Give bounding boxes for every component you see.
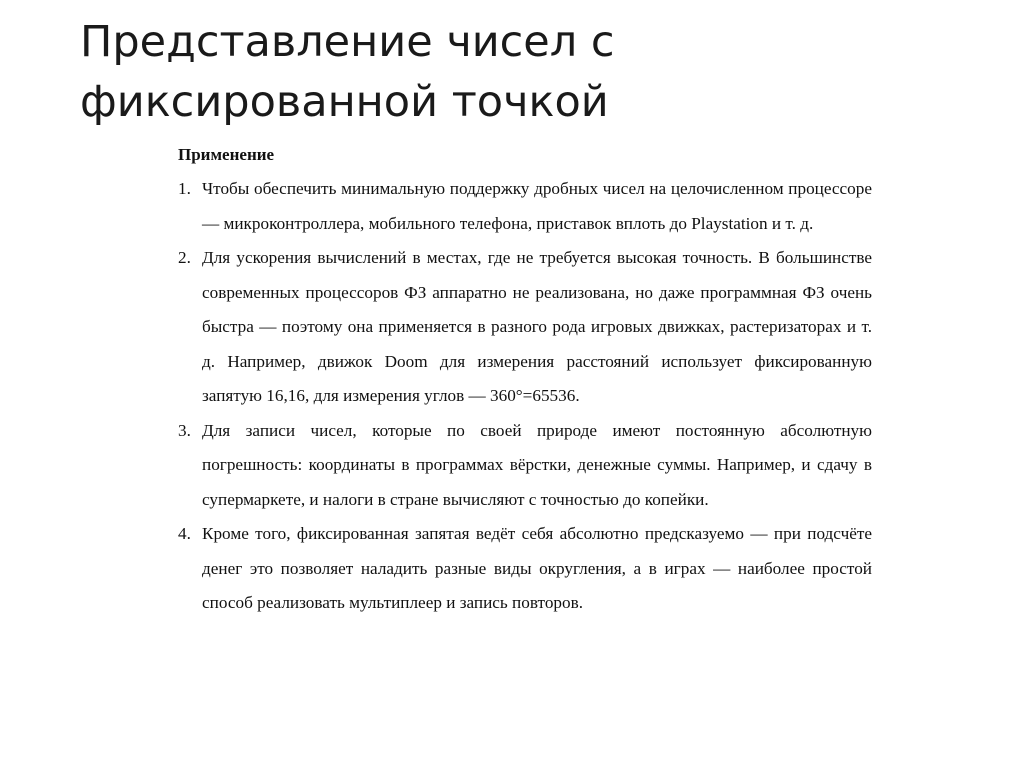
list-item-number: 1.: [178, 179, 191, 198]
list-item-text: Чтобы обеспечить минимальную поддержку дробных чисел на целочисленном процессоре — микроконтроллера, мобильного телефона, приставок вплоть до Playstation и т. д.: [202, 179, 872, 233]
list-item-number: 3.: [178, 420, 191, 440]
application-list: [172, 172, 872, 621]
list-item: [172, 172, 872, 241]
list-item: [172, 241, 872, 414]
list-item-number: 2.: [178, 248, 191, 267]
list-item-text: Для записи чисел, которые по своей природе имеют постоянную абсолютную погрешность: координаты в программах вёрстки, денежные суммы. Например, и сдачу в супермаркете, и налоги в стране вычисляют с точностью до копейки.: [202, 420, 872, 509]
list-item-text: Для ускорения вычислений в местах, где не требуется высокая точность. В большинстве современных процессоров ФЗ аппаратно не реализована, но даже программная ФЗ очень быстра — поэтому она применяется в разного рода игровых движках, растеризаторах и т. д. Например, движок Doom для измерения расстояний использует фиксированную запятую 16,16, для измерения углов — 360°=65536.: [202, 248, 872, 405]
section-heading: Применение: [178, 145, 275, 164]
slide-title: Представление чисел с фиксированной точкой: [80, 17, 615, 127]
document-excerpt: [172, 142, 872, 621]
list-item-text: Кроме того, фиксированная запятая ведёт себя абсолютно предсказуемо — при подсчёте денег это позволяет наладить разные виды округления, а в играх — наиболее простой способ реализовать мультиплеер и запись повторов.: [202, 524, 872, 612]
list-item-number: 4.: [178, 524, 191, 543]
list-item: [172, 517, 872, 621]
list-item: [172, 414, 872, 518]
